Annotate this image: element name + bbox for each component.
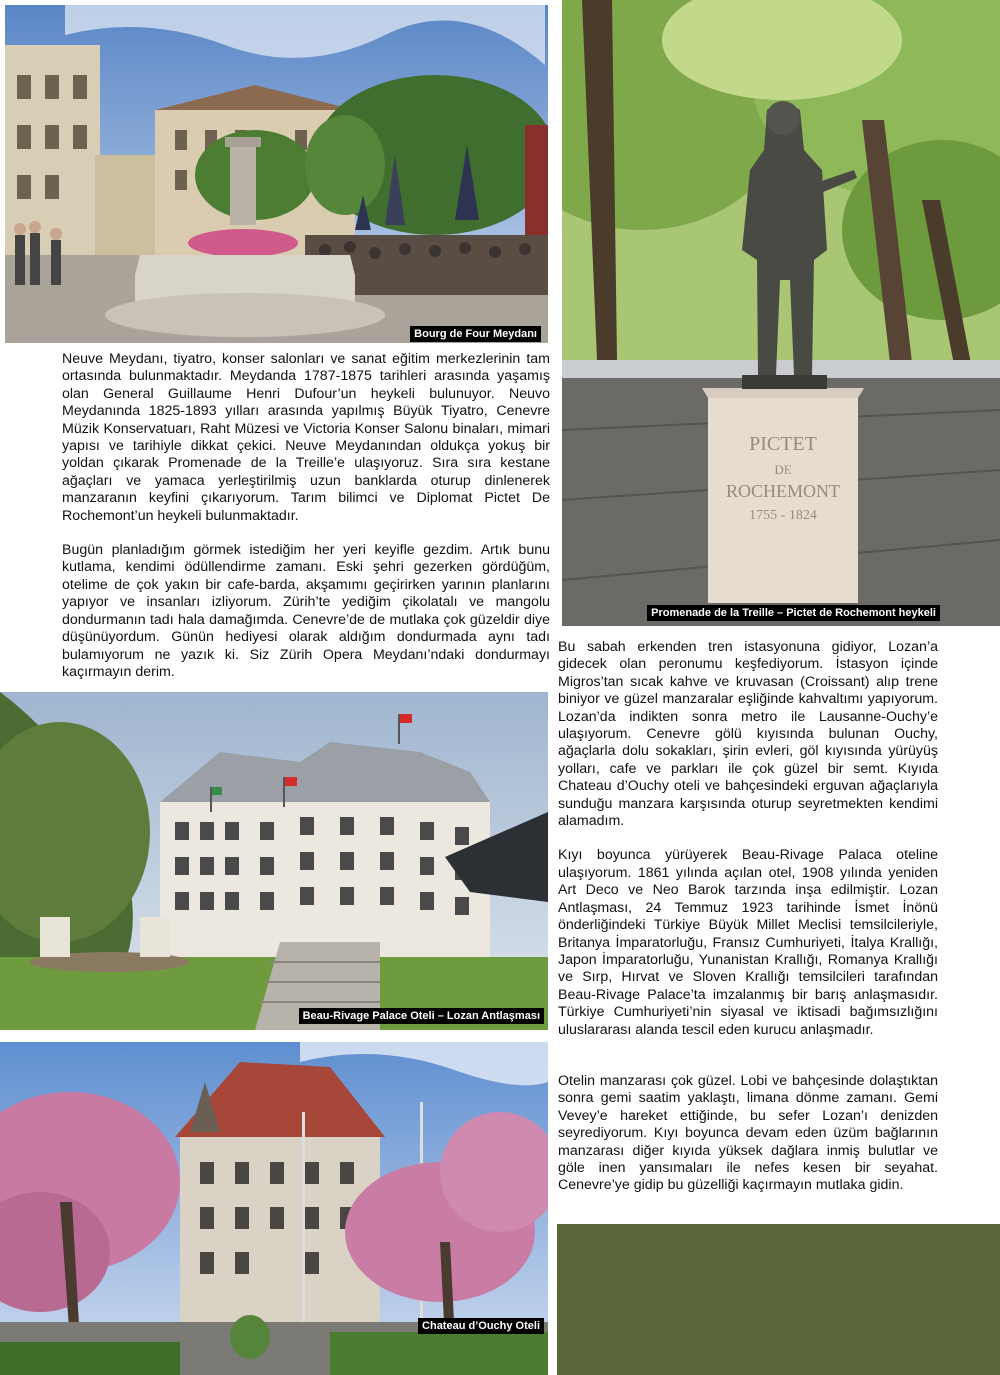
plaque-line-3: ROCHEMONT [725,481,841,501]
plaque-line-1: PICTET [749,433,817,455]
plaque-line-2: DE [774,462,792,477]
beau-rivage-illustration [0,692,548,1030]
paragraph-left-1: Neuve Meydanı, tiyatro, konser salonları ve sanat eğitim merkezlerinin tam ortasında bulunmaktadır. Meydanda 1787-1875 tarihleri arasında yaşamış olan General Guillaume Henri Dufour’un heykeli bulunuyor. Neuvo Meydanında 1825-1893 yılları arasında yapılmış Büyük Tiyatro, Cenevre Müzik Konservatuarı, Raht Müzesi ve Victoria Konser Salonu binaları, mimari yapısı ve tarihiyle dikkat çekici. Neuve Meydanından oldukça yokuş bir yoldan çıkarak Promenade de la Treille’e ulaşıyoruz. Sıra sıra kestane ağaçları ve yamaca yerleştirilmiş uzun banklarda oturup dinlenerek manzaranın keyfini çıkarıyorum. Tarım bilimci ve Diplomat Pictet De Rochemont’un heykeli bulunmaktadır. [62,351,550,524]
caption-bourg: Bourg de Four Meydanı [410,326,541,342]
caption-chateau-ouchy: Chateau d’Ouchy Oteli [418,1318,544,1334]
paragraph-left-2: Bugün planladığım görmek istediğim her yeri keyifle gezdim. Artık bunu kutlama, kendimi ödüllendirme zamanı. Eski şehri gezerken gördüğüm, otelime de çok yakın bir cafe-barda, akşamımı geçirirken yarının planlarını yapıyor ve insanları izliyorum. Zürih’te yediğim çikolatalı ve mangolu dondurmanın tadı hala damağımda. Cenevre’de de mutlaka çok güzeldir diye düşünüyordum. Günün hediyesi olarak aldığım dondurmada aynı tadı bulamıyorum ne yazık ki. Siz Zürih Opera Meydanı’ndaki dondurmayı kaçırmayın derim. [62,542,550,680]
photo-pictet-statue [562,0,1000,626]
photo-bourg-de-four [5,5,548,343]
paragraph-right-2: Kıyı boyunca yürüyerek Beau-Rivage Palaca oteline ulaşıyorum. 1861 yılında açılan otel, 1908 yılında yeniden Art Deco ve Neo Barok tarzında inşa edilmiştir. Lozan Antlaşması, 24 Temmuz 1923 tarihinde İsmet İnönü önderliğindeki Türkiye Büyük Millet Meclisi temsilcileriyle, Britanya İmparatorluğu, Fransız Cumhuriyeti, İtalya Krallığı, Japon İmparatorluğu, Yunanistan Krallığı, Romanya Krallığı ve Sırp, Hırvat ve Sloven Krallığı temsilcileri tarafından Beau-Rivage Palace’ta imzalanmış bir barış anlaşmasıdır. Türkiye Cumhuriyeti’nin siyasal ve iktisadi bağımsızlığını uluslararası alanda tescil eden kurucu anlaşmadır. [558,847,938,1038]
caption-pictet: Promenade de la Treille – Pictet de Rochemont heykeli [647,605,940,621]
caption-beau-rivage: Beau-Rivage Palace Oteli – Lozan Antlaşması [299,1008,544,1024]
paragraph-right-1: Bu sabah erkenden tren istasyonuna gidiyor, Lozan’a gidecek olan peronumu keşfediyorum. İstasyon içinde Migros’tan sıcak kahve ve kruvasan (Croissant) alıp trene biniyor ve güzel manzaralar eşliğinde kahvaltımı yapıyorum. Lozan’da indikten sonra metro ile Lausanne-Ouchy’e ulaşıyorum. Cenevre gölü kıyısında bulunan Ouchy, ağaçlarla dolu sokakları, şirin evleri, göl kıyısında yürüyüş yolları, cafe ve parkları ile çok güzel bir semt. Kıyıda Chateau d’Ouchy oteli ve bahçesindeki erguvan ağaçlarıyla sunduğu manzara karşısında oturup seyretmekten kendimi alamadım. [558,639,938,830]
decorative-green-block [557,1224,1000,1375]
paragraph-right-3: Otelin manzarası çok güzel. Lobi ve bahçesinde dolaştıktan sonra gemi saatim yaklaştı, limana dönme zamanı. Gemi Vevey’e hareket ettiğinde, bu sefer Lozan’ı denizden seyrediyorum. Kıyı boyunca devam eden üzüm bağlarının manzarası diğer kıyıda yüksek dağlara inmiş bulutlar ve göle inen yansımaları ile nefes kesen bir seyahat. Cenevre’ye gidip bu güzelliği kaçırmayın mutlaka gidin. [558,1072,938,1194]
pictet-statue-illustration [562,0,1000,626]
photo-beau-rivage [0,692,548,1030]
bourg-square-illustration [5,5,548,343]
article-left-column [62,351,550,681]
plaque-line-4: 1755 - 1824 [749,508,817,523]
article-right-column [558,639,938,1195]
